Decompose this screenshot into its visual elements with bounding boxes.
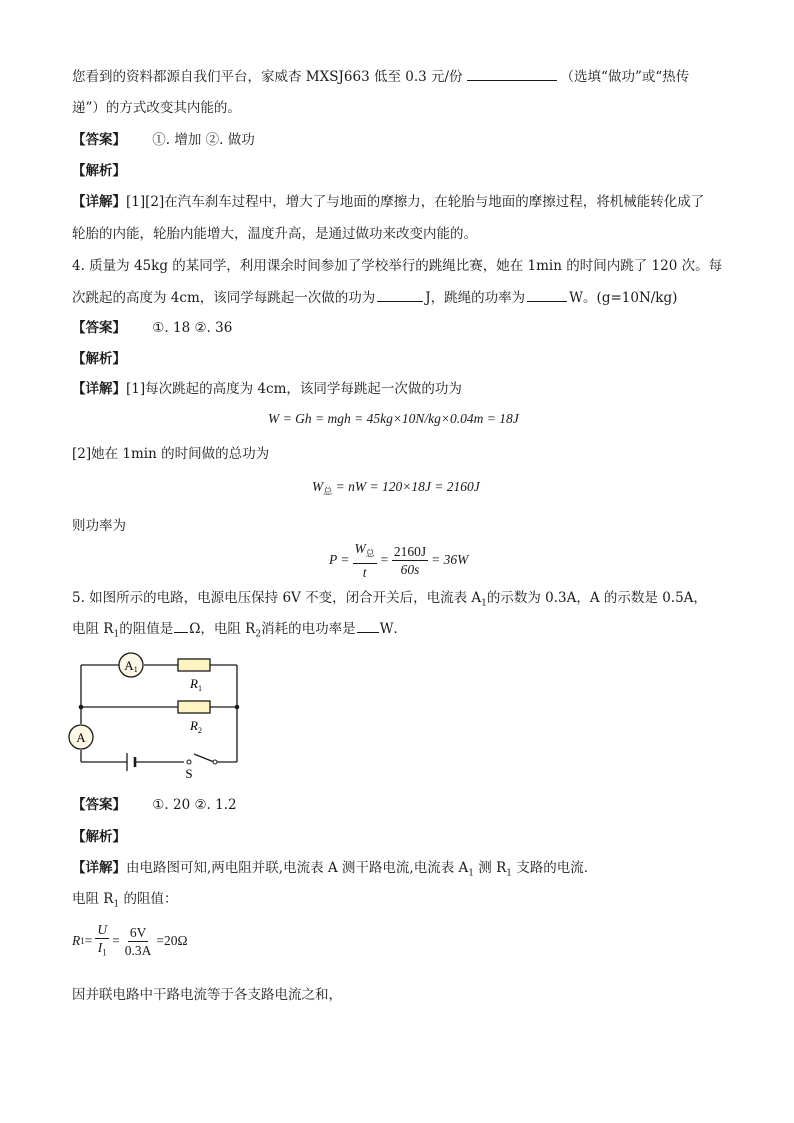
- fraction: $\frac{U}{I_1}$: [97, 922, 108, 958]
- q3-detail2: 轮胎的内能，轮胎内能增大，温度升高，是通过做功来改变内能的。: [72, 226, 477, 242]
- junction-dot: [79, 705, 84, 710]
- q4-equation2: $W_总$ = nW = 120×18J = 2160J: [312, 479, 480, 497]
- svg-text:R1: $R_1$: [190, 676, 202, 693]
- q3-analysis-label: 【解析】: [72, 163, 126, 179]
- ammeter-a: [69, 725, 93, 749]
- fraction: $\frac{6V}{0.3A}$: [124, 924, 152, 958]
- q5-detail3: 因并联电路中干路电流等于各支路电流之和，: [72, 987, 342, 1003]
- fraction: $\frac{W_总}{t}$: [354, 541, 375, 580]
- battery: [127, 753, 135, 771]
- q4-analysis-label: 【解析】: [72, 351, 126, 367]
- resistor-r2: [178, 701, 210, 735]
- ammeter-a1: [119, 653, 143, 677]
- q5-analysis-label: 【解析】: [72, 829, 126, 845]
- q4-detail2: [2]她在 1min 的时间做的总功为: [72, 446, 270, 462]
- q3-line2: 递”）的方式改变其内能的。: [72, 100, 241, 116]
- junction-dot: [235, 705, 240, 710]
- q4-equation1: W = Gh = mgh = 45kg×10N/kg×0.04m = 18J: [268, 411, 519, 426]
- q5-detail2: 电阻 $R_1$ 的阻值：: [72, 891, 178, 910]
- q3-answer: 【答案】 ①. 增加 ②. 做功: [72, 132, 255, 148]
- resistor-r1: [178, 659, 210, 693]
- q5-equation: R 1 = $\frac{U}{I_1}$ = $\frac{6V}{0.3A}$ =20Ω: [72, 921, 188, 962]
- q5-detail1: 【详解】由电路图可知,两电阻并联,电流表 A 测干路电流,电流表 $A_1$ 测 $R_1$ 支路的电流．: [72, 860, 598, 879]
- svg-text:R2: $R_2$: [190, 718, 202, 735]
- q4-line1: 4. 质量为 45kg 的某同学，利用课余时间参加了学校举行的跳绳比赛，她在 1min 的时间内跳了 120 次。每: [72, 258, 723, 274]
- q4-detail1: 【详解】[1]每次跳起的高度为 4cm，该同学每跳起一次做的功为: [72, 381, 462, 397]
- q3-line1: 您看到的资料都源自我们平台，家威杏 MXSJ663 低至 0.3 元/份 （选填“做功”或“热传: [72, 66, 689, 87]
- q5-line1: 5. 如图所示的电路，电源电压保持 6V 不变，闭合开关后，电流表 $A_1$的示数为 0.3A，A 的示数是 0.5A，: [72, 590, 707, 609]
- circuit-diagram: [64, 650, 254, 785]
- svg-text:S: S: [185, 766, 193, 781]
- svg-text:A1: A1: [124, 658, 138, 674]
- q4-line2: 次跳起的高度为 4cm，该同学每跳起一次做的功为 J，跳绳的功率为 W。(g=10N/kg): [72, 287, 677, 308]
- svg-text:A: A: [76, 730, 86, 745]
- answer-label: 【答案】: [72, 132, 126, 148]
- fraction: $\frac{2160J}{60s}$: [393, 543, 427, 577]
- switch-s: [185, 760, 217, 781]
- answer-blank: [467, 66, 557, 81]
- q4-answer: 【答案】 ①. 18 ②. 36: [72, 320, 233, 336]
- q4-equation3: P = $\frac{W_总}{t}$ = $\frac{2160J}{60s}$ = 36W: [329, 541, 469, 580]
- q5-answer: 【答案】 ①. 20 ②. 1.2: [72, 797, 237, 813]
- q3-detail1: 【详解】[1][2]在汽车刹车过程中，增大了与地面的摩擦力，在轮胎与地面的摩擦过程，将机械能转化成了: [72, 194, 705, 210]
- q5-line2: 电阻 $R_1$的阻值是 Ω，电阻 $R_2$消耗的电功率是 W．: [72, 618, 407, 645]
- q4-detail3: 则功率为: [72, 518, 126, 534]
